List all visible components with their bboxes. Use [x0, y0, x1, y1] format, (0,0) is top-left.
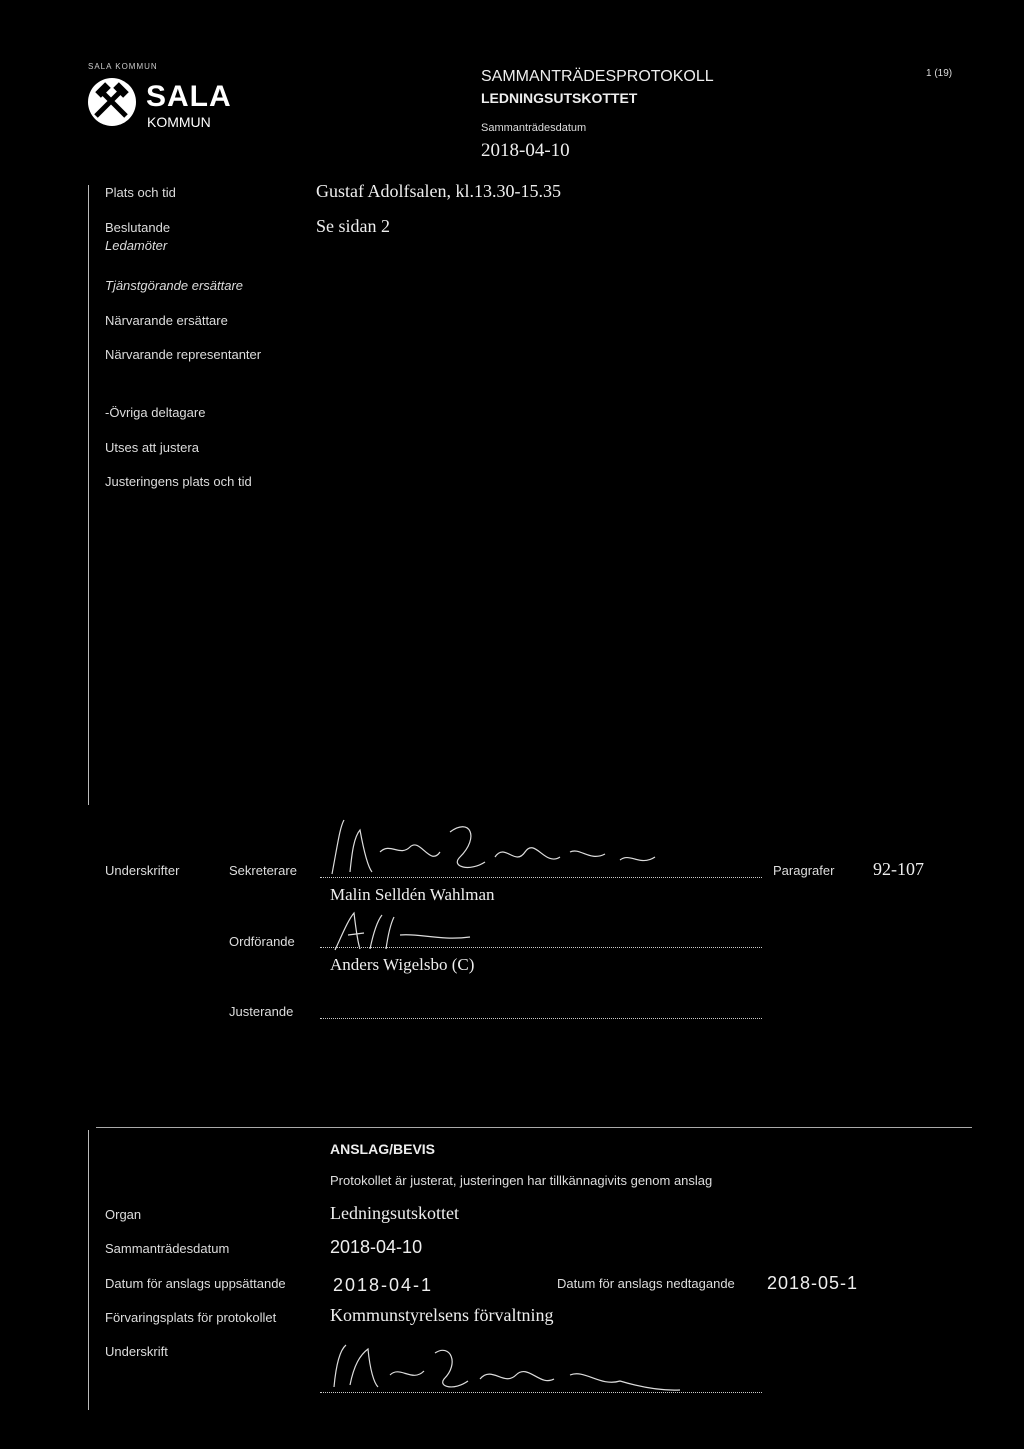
deciding-value: Se sidan 2 [316, 216, 390, 236]
adjuster-signature-line [320, 1018, 762, 1019]
notice-statement: Protokollet är justerat, justeringen har tillkännagivits genom anslag [330, 1173, 713, 1188]
paragraphs-value: 92-107 [873, 859, 924, 879]
meeting-date: 2018-04-10 [481, 140, 570, 161]
notice-signature-label: Underskrift [105, 1344, 168, 1359]
appointed-adjuster-label: Utses att justera [105, 440, 199, 455]
posted-date-value: 2018-04-1 [333, 1275, 434, 1295]
present-substitutes-label: Närvarande ersättare [105, 313, 228, 328]
notice-divider [96, 1127, 972, 1128]
secretary-name: Malin Selldén Wahlman [330, 885, 495, 904]
logo [86, 62, 236, 142]
logo-subtitle: KOMMUN [147, 114, 211, 130]
notice-title: ANSLAG/BEVIS [330, 1141, 436, 1157]
secretary-signature-line [320, 877, 762, 878]
chair-label: Ordförande [229, 934, 295, 949]
notice-signature-line [320, 1392, 762, 1393]
paragraphs-label: Paragrafer [773, 863, 835, 878]
meeting-date-label: Sammanträdesdatum [481, 122, 587, 134]
committee-name: LEDNINGSUTSKOTTET [481, 90, 638, 106]
place-label: Plats och tid [105, 185, 176, 200]
posted-date-label: Datum för anslags uppsättande [105, 1276, 286, 1291]
chair-signature-line [320, 947, 762, 948]
signatures-label: Underskrifter [105, 863, 180, 878]
margin-rule [88, 185, 89, 805]
present-representatives-label: Närvarande representanter [105, 347, 262, 362]
logo-wordmark: SALA [146, 80, 232, 113]
removed-date-value: 2018-05-1 [767, 1273, 859, 1293]
adjustment-place-label: Justeringens plats och tid [105, 474, 252, 489]
secretary-signature [320, 812, 680, 882]
place-value: Gustaf Adolfsalen, kl.13.30-15.35 [316, 181, 561, 201]
secretary-label: Sekreterare [229, 863, 297, 878]
document-type: SAMMANTRÄDESPROTOKOLL [481, 68, 714, 85]
organ-value: Ledningsutskottet [330, 1203, 459, 1223]
crossed-hammers-icon [86, 76, 138, 128]
organ-label: Organ [105, 1207, 142, 1222]
margin-rule-lower [88, 1130, 89, 1410]
other-participants-label: -Övriga deltagare [105, 405, 206, 420]
deciding-label: Beslutande [105, 220, 171, 235]
adjuster-label: Justerande [229, 1004, 294, 1019]
logo-tagline: SALA KOMMUN [88, 62, 158, 71]
notice-signature [320, 1335, 700, 1395]
storage-value: Kommunstyrelsens förvaltning [330, 1305, 554, 1325]
storage-label: Förvaringsplats för protokollet [105, 1310, 277, 1325]
chair-name: Anders Wigelsbo (C) [330, 955, 475, 974]
notice-meeting-date-label: Sammanträdesdatum [105, 1241, 230, 1256]
page-number: 1 (19) [926, 68, 953, 79]
serving-substitutes-label: Tjänstgörande ersättare [105, 278, 244, 293]
removed-date-label: Datum för anslags nedtagande [557, 1276, 735, 1291]
members-label: Ledamöter [105, 238, 168, 253]
notice-meeting-date-value: 2018-04-10 [330, 1237, 423, 1257]
